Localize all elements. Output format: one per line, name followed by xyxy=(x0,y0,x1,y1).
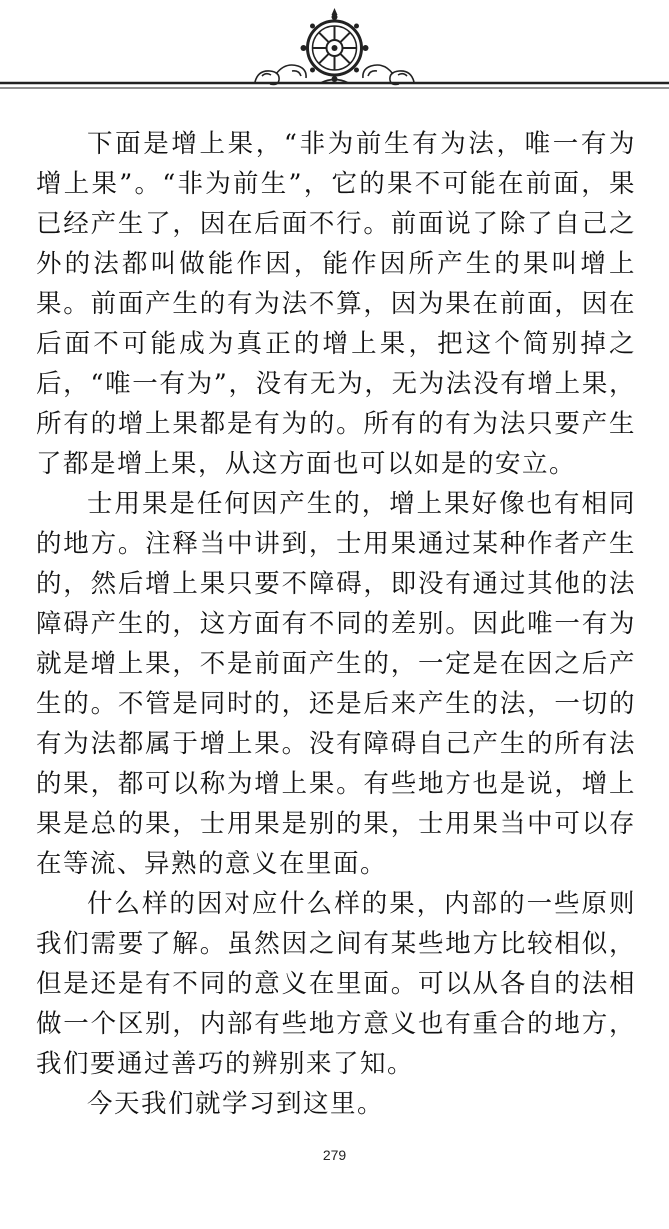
page-header-ornament xyxy=(0,0,669,100)
paragraph-3: 什么样的因对应什么样的果，内部的一些原则我们需要了解。虽然因之间有某些地方比较相似，但是还是有不同的意义在里面。可以从各自的法相做一个区别，内部有些地方意义也有重合的地方，我们要通过善巧的辨别来了知。 xyxy=(36,889,636,1079)
paragraph-4: 今天我们就学习到这里。 xyxy=(87,1089,385,1119)
paragraph-1: 下面是增上果，“非为前生有为法，唯一有为增上果”。“非为前生”，它的果不可能在前面，果已经产生了，因在后面不行。前面说了除了自己之外的法都叫做能作因，能作因所产生的果叫增上果。前面产生的有为法不算，因为果在前面，因在后面不可能成为真正的增上果，把这个简别掉之后，“唯一有为”，没有无为，无为法没有增上果，所有的增上果都是有为的。所有的有为法只要产生了都是增上果，从这方面也可以如是的安立。 xyxy=(36,129,636,479)
page-body xyxy=(36,124,636,1124)
dharma-wheel-icon xyxy=(0,0,669,100)
page-number: 279 xyxy=(322,1147,347,1163)
paragraph-2: 士用果是任何因产生的，增上果好像也有相同的地方。注释当中讲到，士用果通过某种作者产生的，然后增上果只要不障碍，即没有通过其他的法障碍产生的，这方面有不同的差别。因此唯一有为就是增上果，不是前面产生的，一定是在因之后产生的。不管是同时的，还是后来产生的法，一切的有为法都属于增上果。没有障碍自己产生的所有法的果，都可以称为增上果。有些地方也是说，增上果是总的果，士用果是别的果，士用果当中可以存在等流、异熟的意义在里面。 xyxy=(36,489,636,879)
